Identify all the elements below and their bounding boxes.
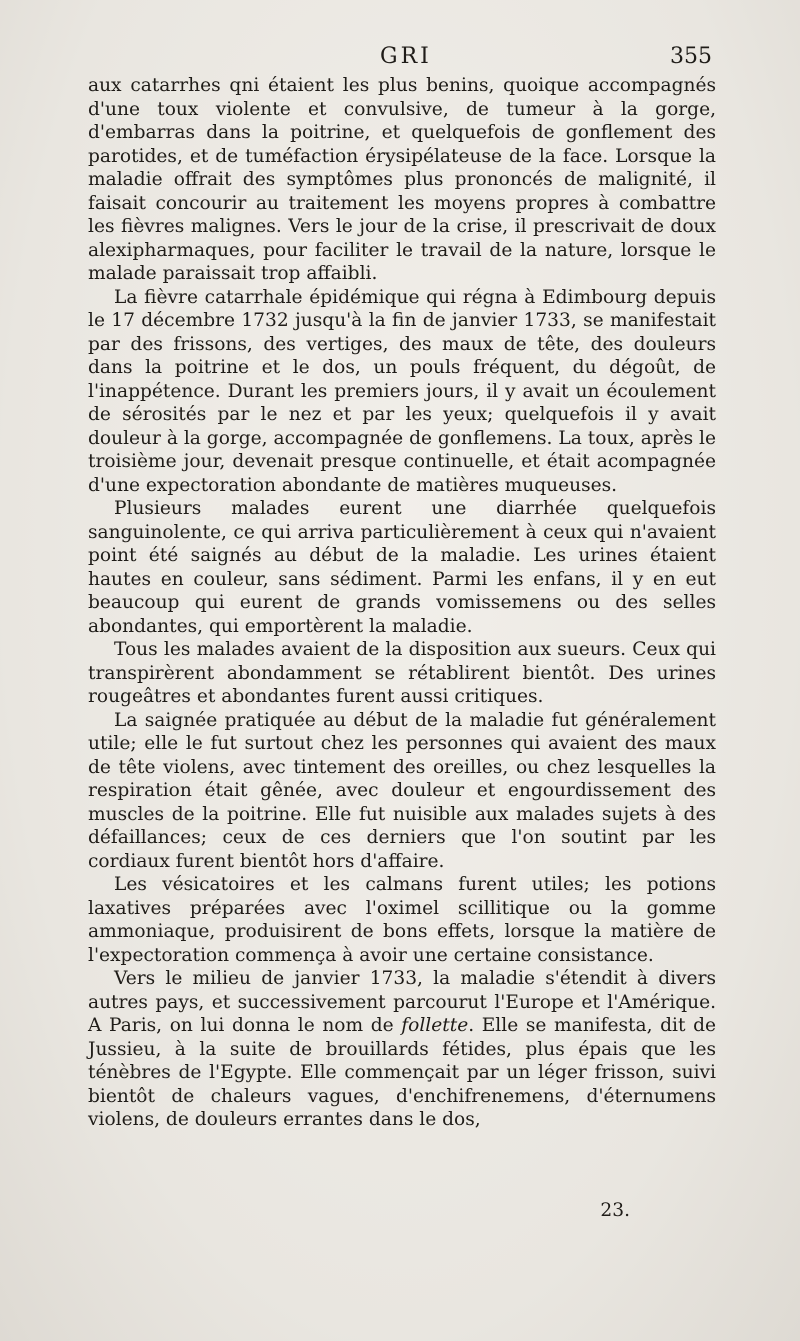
- paragraph: Plusieurs malades eurent une diarrhée quelquefois sanguinolente, ce qui arriva particulièrement à ceux qui n'avaient point été saignés au début de la maladie. Les urines étaient hautes en couleur, sans sédiment. Parmi les enfans, il y en eut beaucoup qui eurent de grands vomissemens ou des selles abondantes, qui emportèrent la maladie.: [88, 498, 716, 637]
- paragraph: Les vésicatoires et les calmans furent utiles; les potions laxatives préparées avec l'oximel scillitique ou la gomme ammoniaque, produisirent de bons effets, lorsque la matière de l'expectoration commença à avoir une certaine consistance.: [88, 874, 716, 966]
- paragraph: Tous les malades avaient de la disposition aux sueurs. Ceux qui transpirèrent abondamment se rétablirent bientôt. Des urines rougeâtres et abondantes furent aussi critiques.: [88, 639, 716, 707]
- page-header: [0, 44, 800, 74]
- body-text: [88, 74, 716, 1132]
- paragraph-continued: aux catarrhes qni étaient les plus benins, quoique accompagnés d'une toux violente et convulsive, de tumeur à la gorge, d'embarras dans la poitrine, et quelquefois de gonflement des parotides, et de tuméfaction érysipélateuse de la face. Lorsque la maladie offrait des symptômes plus prononcés de malignité, il faisait concourir au traitement les moyens propres à combattre les fièvres malignes. Vers le jour de la crise, il prescrivait de doux alexipharmaques, pour faciliter le travail de la nature, lorsque le malade paraissait trop affaibli.: [88, 75, 716, 284]
- paragraph-last: [88, 967, 716, 1132]
- last-paragraph-text-end: . Elle se manifesta, dit de Jussieu, à la suite de brouillards fétides, plus épais que les ténèbres de l'Egypte. Elle commençait par un léger frisson, suivi bientôt de chaleurs vagues, d'enchifrenemens, d'éternumens violens, de douleurs errantes dans le dos,: [88, 1015, 716, 1130]
- paragraph: La fièvre catarrhale épidémique qui régna à Edimbourg depuis le 17 décembre 1732 jusqu'à la fin de janvier 1733, se manifestait par des frissons, des vertiges, des maux de tête, des douleurs dans la poitrine et le dos, un pouls fréquent, du dégoût, de l'inappétence. Durant les premiers jours, il y avait un écoulement de sérosités par le nez et par les yeux; quelquefois il y avait douleur à la gorge, accompagnée de gonflemens. La toux, après le troisième jour, devenait presque continuelle, et était acompagnée d'une expectoration abondante de matières muqueuses.: [88, 286, 716, 496]
- italic-term: follette: [401, 1015, 469, 1036]
- paragraph: La saignée pratiquée au début de la maladie fut généralement utile; elle le fut surtout chez les personnes qui avaient des maux de tête violens, avec tintement des oreilles, ou chez lesquelles la respiration était gênée, avec douleur et engourdissement des muscles de la poitrine. Elle fut nuisible aux malades sujets à des défaillances; ceux de ces derniers que l'on soutint par les cordiaux furent bientôt hors d'affaire.: [88, 709, 716, 872]
- last-paragraph-text: Vers le milieu de janvier 1733, la maladie s'étendit à divers autres pays, et successivement parcourut l'Europe et l'Amérique. A Paris, on lui donna le nom de: [88, 968, 716, 1036]
- signature-mark: 23.: [600, 1200, 630, 1221]
- running-head: GRI: [380, 44, 432, 69]
- page-number: 355: [670, 44, 712, 69]
